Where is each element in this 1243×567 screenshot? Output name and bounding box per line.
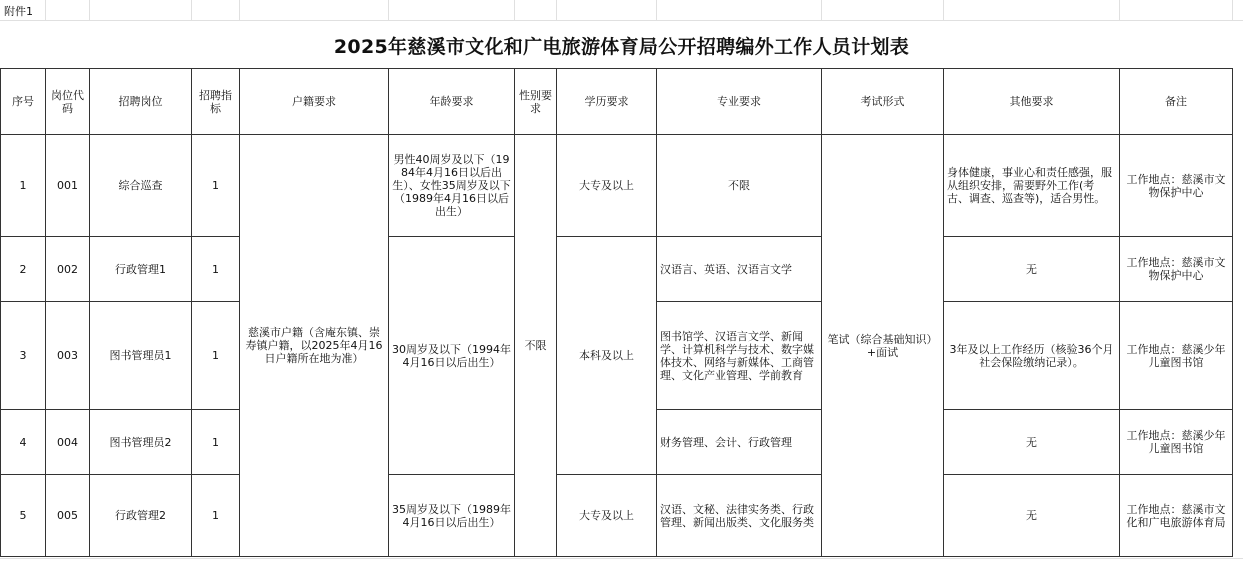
cell-code: 004 [46, 410, 90, 475]
cell-other: 无 [944, 475, 1120, 557]
cell-seq: 3 [1, 302, 46, 410]
cell-code: 005 [46, 475, 90, 557]
cell-education-merged: 本科及以上 [557, 237, 657, 475]
table-header-row [1, 69, 1233, 135]
grid-cell [191, 0, 240, 20]
cell-major: 汉语、文秘、法律实务类、行政管理、新闻出版类、文化服务类 [657, 475, 822, 557]
cell-other: 无 [944, 410, 1120, 475]
grid-line [0, 558, 1243, 559]
cell-other: 身体健康，事业心和责任感强，服从组织安排，需要野外工作(考古、调查、巡查等)，适合男性。 [944, 135, 1120, 237]
grid-cell [89, 0, 192, 20]
grid-cell [656, 0, 822, 20]
cell-position: 图书管理员2 [90, 410, 192, 475]
cell-quota: 1 [192, 410, 240, 475]
cell-exam-merged: 笔试（综合基础知识）+面试 [822, 135, 944, 557]
grid-cell [514, 0, 557, 20]
table-row [1, 135, 1233, 237]
header-quota: 招聘指标 [192, 69, 240, 135]
cell-quota: 1 [192, 475, 240, 557]
cell-education: 大专及以上 [557, 475, 657, 557]
cell-code: 001 [46, 135, 90, 237]
cell-major: 不限 [657, 135, 822, 237]
cell-other: 3年及以上工作经历（核验36个月社会保险缴纳记录）。 [944, 302, 1120, 410]
cell-education: 大专及以上 [557, 135, 657, 237]
cell-age-merged: 30周岁及以下（1994年4月16日以后出生） [389, 237, 515, 475]
cell-remark: 工作地点：慈溪市文化和广电旅游体育局 [1120, 475, 1233, 557]
cell-quota: 1 [192, 302, 240, 410]
page-title: 2025年慈溪市文化和广电旅游体育局公开招聘编外工作人员计划表 [333, 35, 910, 58]
grid-cell [45, 0, 90, 20]
cell-other: 无 [944, 237, 1120, 302]
cell-code: 002 [46, 237, 90, 302]
cell-position: 行政管理1 [90, 237, 192, 302]
grid-cell [943, 0, 1120, 20]
grid-cell [556, 0, 657, 20]
header-exam: 考试形式 [822, 69, 944, 135]
header-major: 专业要求 [657, 69, 822, 135]
cell-position: 综合巡查 [90, 135, 192, 237]
cell-remark: 工作地点：慈溪少年儿童图书馆 [1120, 302, 1233, 410]
cell-major: 图书馆学、汉语言文学、新闻学、计算机科学与技术、数字媒体技术、网络与新媒体、工商管理、文化产业管理、学前教育 [657, 302, 822, 410]
cell-remark: 工作地点：慈溪少年儿童图书馆 [1120, 410, 1233, 475]
cell-position: 图书管理员1 [90, 302, 192, 410]
cell-hukou-merged: 慈溪市户籍（含庵东镇、崇寿镇户籍，以2025年4月16日户籍所在地为准） [240, 135, 389, 557]
cell-remark: 工作地点：慈溪市文物保护中心 [1120, 135, 1233, 237]
cell-remark: 工作地点：慈溪市文物保护中心 [1120, 237, 1233, 302]
header-age: 年龄要求 [389, 69, 515, 135]
recruitment-plan-table [0, 68, 1233, 557]
cell-quota: 1 [192, 237, 240, 302]
cell-seq: 4 [1, 410, 46, 475]
grid-line [0, 20, 1243, 21]
header-position: 招聘岗位 [90, 69, 192, 135]
grid-cell [1119, 0, 1233, 20]
cell-code: 003 [46, 302, 90, 410]
grid-cell [239, 0, 389, 20]
cell-seq: 1 [1, 135, 46, 237]
cell-age: 35周岁及以下（1989年4月16日以后出生） [389, 475, 515, 557]
grid-cell [821, 0, 944, 20]
header-remark: 备注 [1120, 69, 1233, 135]
header-hukou: 户籍要求 [240, 69, 389, 135]
table-row [1, 475, 1233, 557]
cell-major: 财务管理、会计、行政管理 [657, 410, 822, 475]
header-education: 学历要求 [557, 69, 657, 135]
cell-quota: 1 [192, 135, 240, 237]
header-code: 岗位代码 [46, 69, 90, 135]
table-row [1, 237, 1233, 302]
cell-gender-merged: 不限 [515, 135, 557, 557]
sheet-top-row [0, 0, 1243, 21]
cell-seq: 2 [1, 237, 46, 302]
cell-seq: 5 [1, 475, 46, 557]
header-other: 其他要求 [944, 69, 1120, 135]
header-seq: 序号 [1, 69, 46, 135]
header-gender: 性别要求 [515, 69, 557, 135]
cell-position: 行政管理2 [90, 475, 192, 557]
cell-age: 男性40周岁及以下（1984年4月16日以后出生）、女性35周岁及以下（1989年4月16日以后出生） [389, 135, 515, 237]
grid-cell [388, 0, 515, 20]
cell-major: 汉语言、英语、汉语言文学 [657, 237, 822, 302]
attachment-label: 附件1 [4, 5, 33, 18]
